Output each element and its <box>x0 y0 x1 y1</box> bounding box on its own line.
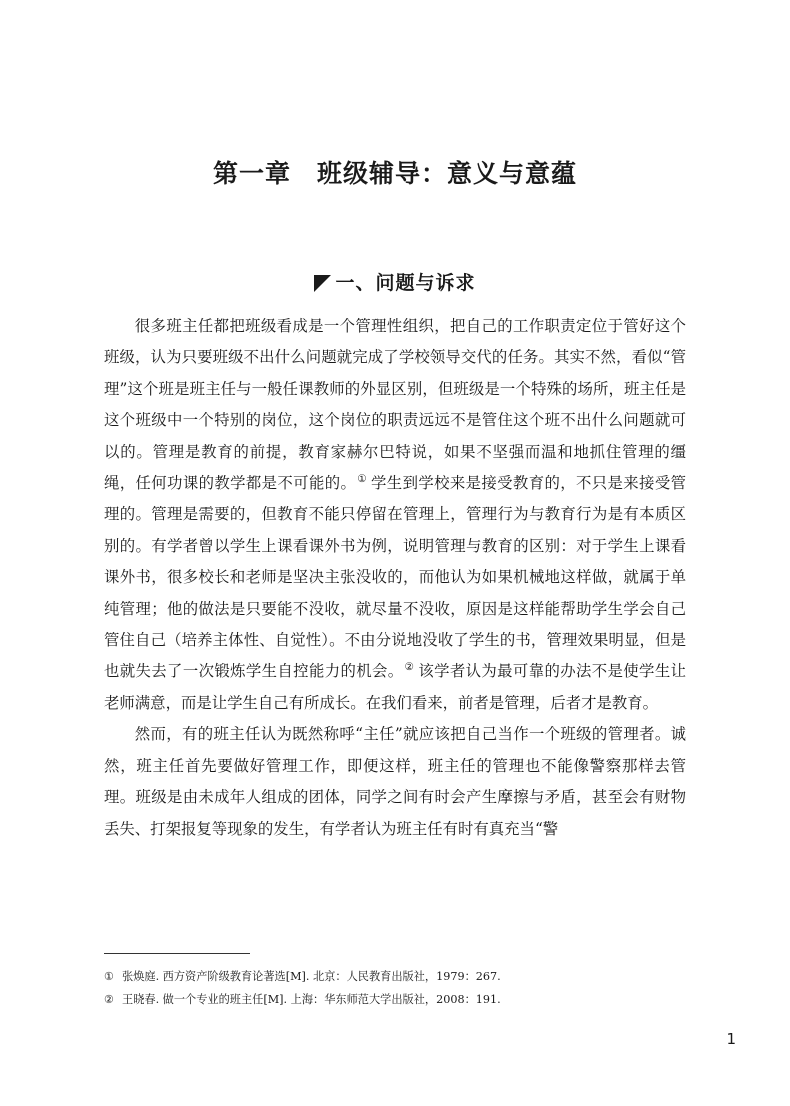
page-number: 1 <box>726 1030 736 1048</box>
paragraph-1-segment: 该学者认为最可靠的办法不是使学生让老师满意，而是让学生自己有所成长。在我们看来，前者是管理，后者才是教育。 <box>104 662 686 712</box>
footnote-ref-2: ② <box>404 661 415 674</box>
footnote-item <box>104 988 686 1011</box>
section-heading-text: 一、问题与诉求 <box>335 272 476 294</box>
paragraph-1-segment: 很多班主任都把班级看成是一个管理性组织，把自己的工作职责定位于管好这个班级，认为只要班级不出什么问题就完成了学校领导交代的任务。其实不然，看似“管理”这个班是班主任与一般任课教师的外显区别，但班级是一个特殊的场所，班主任是这个班级中一个特别的岗位，这个岗位的职责远远不是管住这个班不出什么问题就可以的。管理是教育的前提，教育家赫尔巴特说，如果不坚强而温和地抓住管理的缰绳，任何功课的教学都是不可能的。 <box>104 317 686 493</box>
footnote-text: 王晓春. 做一个专业的班主任[M]. 上海：华东师范大学出版社，2008：191. <box>122 993 501 1006</box>
paragraph-1 <box>104 311 686 719</box>
footnote-marker: ② <box>104 993 115 1006</box>
footnote-divider <box>104 953 250 954</box>
paragraph-2-segment: 然而，有的班主任认为既然称呼“主任”就应该把自己当作一个班级的管理者。诚然，班主任首先要做好管理工作，即便这样，班主任的管理也不能像警察那样去管理。班级是由未成年人组成的团体，同学之间有时会产生摩擦与矛盾，甚至会有财物丢失、打架报复等现象的发生，有学者认为班主任有时有真充当“警 <box>104 725 686 838</box>
chapter-title: 第一章 班级辅导：意义与意蕴 <box>212 159 577 188</box>
footnote-item <box>104 965 686 988</box>
paragraph-1-segment: 学生到学校来是接受教育的，不只是来接受管理的。管理是需要的，但教育不能只停留在管理上，管理行为与教育行为是有本质区别的。有学者曾以学生上课看课外书为例，说明管理与教育的区别：对于学生上课看课外书，很多校长和老师是坚决主张没收的，而他认为如果机械地这样做，就属于单纯管理；他的做法是只要能不没收，就尽量不没收，原因是这样能帮助学生学会自己管住自己（培养主体性、自觉性）。不由分说地没收了学生的书，管理效果明显，但是也就失去了一次锻炼学生自控能力的机会。 <box>104 474 686 681</box>
body-text <box>104 311 686 845</box>
paragraph-2 <box>104 719 686 845</box>
footnote-text: 张焕庭. 西方资产阶级教育论著选[M]. 北京：人民教育出版社，1979：267. <box>122 970 501 983</box>
footnote-marker: ① <box>104 970 115 983</box>
section-heading <box>0 270 790 296</box>
footnote-ref-1: ① <box>357 472 368 485</box>
footnotes <box>104 965 686 1011</box>
corner-triangle-icon <box>314 275 331 292</box>
